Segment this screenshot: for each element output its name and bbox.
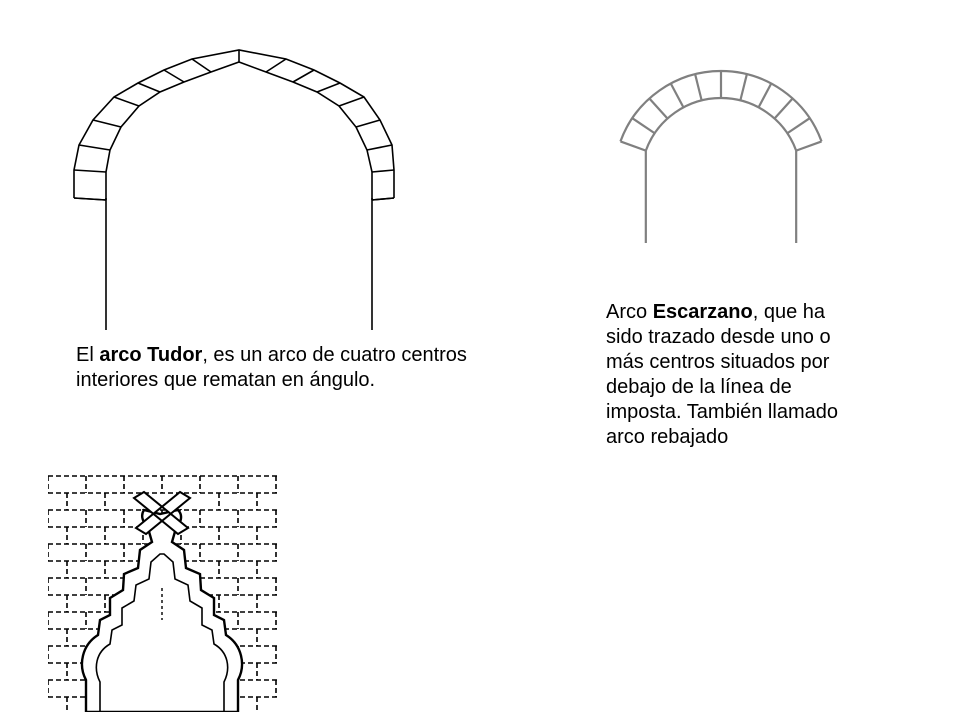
escarzano-arch-lines <box>620 71 821 243</box>
escarzano-caption-prefix: Arco <box>606 301 653 323</box>
escarzano-arch-joint <box>759 84 772 108</box>
tudor-caption-rest: , es un arco de cuatro centros interiores que rematan en ángulo. <box>76 344 467 391</box>
tudor-arch-joint <box>356 120 380 127</box>
escarzano-arch-joint <box>740 74 747 100</box>
tudor-arch-drawing <box>0 0 480 340</box>
ornate-arch-opening <box>82 510 242 712</box>
tudor-arch-joint <box>114 97 139 106</box>
escarzano-arch-drawing <box>600 50 860 260</box>
tudor-arch-caption <box>76 343 496 393</box>
tudor-arch-joint <box>138 83 160 92</box>
tudor-arch-joint <box>74 170 106 172</box>
tudor-caption-term: arco Tudor <box>99 344 203 366</box>
tudor-arch-joint <box>372 170 394 172</box>
escarzano-arch-joint <box>620 141 645 150</box>
escarzano-arch-joint <box>787 118 809 133</box>
tudor-arch-joint <box>317 83 340 92</box>
tudor-arch-joint <box>93 120 121 127</box>
tudor-arch-joint <box>367 145 392 150</box>
ornate-arch-drawing <box>48 470 280 712</box>
tudor-arch-joint <box>339 97 364 106</box>
tudor-arch-impost-left <box>74 198 106 200</box>
escarzano-arch-joint <box>695 74 702 100</box>
tudor-arch-joint <box>266 59 286 72</box>
escarzano-arch-joint <box>649 98 667 118</box>
escarzano-arch-joint <box>671 84 684 108</box>
escarzano-arch-intrados <box>646 98 796 151</box>
tudor-arch-impost-right <box>372 198 394 200</box>
escarzano-arch-caption <box>606 300 866 450</box>
tudor-arch-joint <box>192 59 211 72</box>
tudor-arch-joint <box>293 70 314 82</box>
escarzano-caption-term: Escarzano <box>652 301 753 323</box>
tudor-arch-joint <box>164 70 184 82</box>
tudor-arch-joint <box>79 145 110 150</box>
tudor-arch-lines <box>74 50 394 330</box>
escarzano-arch-joint <box>796 141 821 150</box>
tudor-arch-extrados <box>74 50 394 198</box>
tudor-caption-prefix: El <box>76 344 100 366</box>
escarzano-caption-rest: , que ha sido trazado desde uno o más centros situados por debajo de la línea de imposta. También llamado arco rebajado <box>606 301 838 448</box>
tudor-arch-intrados <box>106 62 372 200</box>
escarzano-arch-joint <box>632 118 654 133</box>
escarzano-arch-joint <box>775 98 793 118</box>
